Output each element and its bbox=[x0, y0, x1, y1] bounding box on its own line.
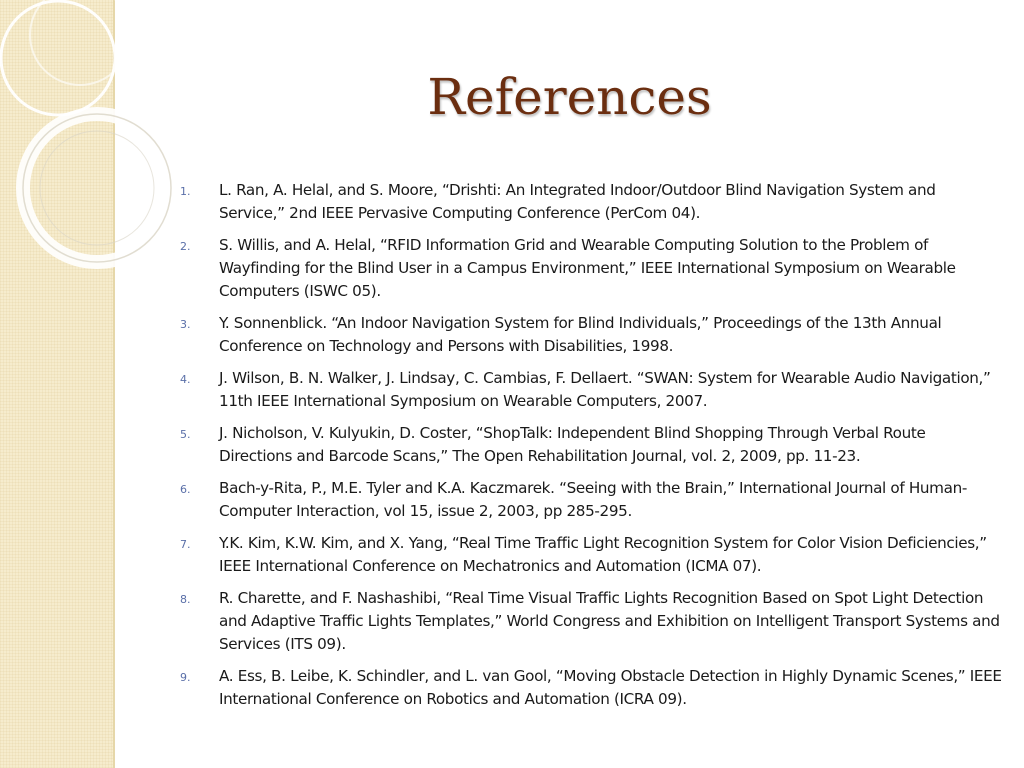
reference-text: J. Wilson, B. N. Walker, J. Lindsay, C. Cambias, F. Dellaert. “SWAN: System for Wearable Audio Navigation,” 11th IEEE International Symposium on Wearable Computers, 2007. bbox=[219, 369, 991, 410]
reference-text: S. Willis, and A. Helal, “RFID Information Grid and Wearable Computing Solution to the Problem of Wayfinding for the Blind User in a Campus Environment,” IEEE International Symposium on Wearable Computers (ISWC 05). bbox=[219, 236, 956, 300]
reference-item bbox=[180, 179, 1002, 225]
reference-text: Bach-y-Rita, P., M.E. Tyler and K.A. Kaczmarek. “Seeing with the Brain,” International Journal of Human-Computer Interaction, vol 15, issue 2, 2003, pp 285-295. bbox=[219, 479, 967, 520]
reference-text: A. Ess, B. Leibe, K. Schindler, and L. van Gool, “Moving Obstacle Detection in Highly Dynamic Scenes,” IEEE International Conference on Robotics and Automation (ICRA 09). bbox=[219, 667, 1002, 708]
reference-number: 2. bbox=[180, 240, 191, 253]
reference-number: 8. bbox=[180, 593, 191, 606]
reference-item bbox=[180, 234, 1002, 303]
reference-item bbox=[180, 587, 1002, 656]
reference-text: L. Ran, A. Helal, and S. Moore, “Drishti: An Integrated Indoor/Outdoor Blind Navigation System and Service,” 2nd IEEE Pervasive Computing Conference (PerCom 04). bbox=[219, 181, 936, 222]
reference-item bbox=[180, 312, 1002, 358]
reference-text: Y.K. Kim, K.W. Kim, and X. Yang, “Real Time Traffic Light Recognition System for Color Vision Deficiencies,” IEEE International Conference on Mechatronics and Automation (ICMA 07). bbox=[219, 534, 987, 575]
reference-text: J. Nicholson, V. Kulyukin, D. Coster, “ShopTalk: Independent Blind Shopping Through Verbal Route Directions and Barcode Scans,” The Open Rehabilitation Journal, vol. 2, 2009, pp. 11-23. bbox=[219, 424, 926, 465]
reference-list bbox=[180, 179, 1002, 720]
reference-item bbox=[180, 477, 1002, 523]
reference-number: 5. bbox=[180, 428, 191, 441]
slide-title: References bbox=[427, 68, 712, 126]
reference-number: 1. bbox=[180, 185, 191, 198]
reference-number: 6. bbox=[180, 483, 191, 496]
reference-text: R. Charette, and F. Nashashibi, “Real Time Visual Traffic Lights Recognition Based on Spot Light Detection and Adaptive Traffic Lights Templates,” World Congress and Exhibition on Intelligent Transport Systems and Services (ITS 09). bbox=[219, 589, 1000, 653]
reference-number: 7. bbox=[180, 538, 191, 551]
reference-item bbox=[180, 532, 1002, 578]
reference-number: 9. bbox=[180, 671, 191, 684]
reference-number: 3. bbox=[180, 318, 191, 331]
reference-item bbox=[180, 367, 1002, 413]
reference-item bbox=[180, 422, 1002, 468]
reference-number: 4. bbox=[180, 373, 191, 386]
reference-text: Y. Sonnenblick. “An Indoor Navigation System for Blind Individuals,” Proceedings of the 13th Annual Conference on Technology and Persons with Disabilities, 1998. bbox=[219, 314, 942, 355]
reference-item bbox=[180, 665, 1002, 711]
